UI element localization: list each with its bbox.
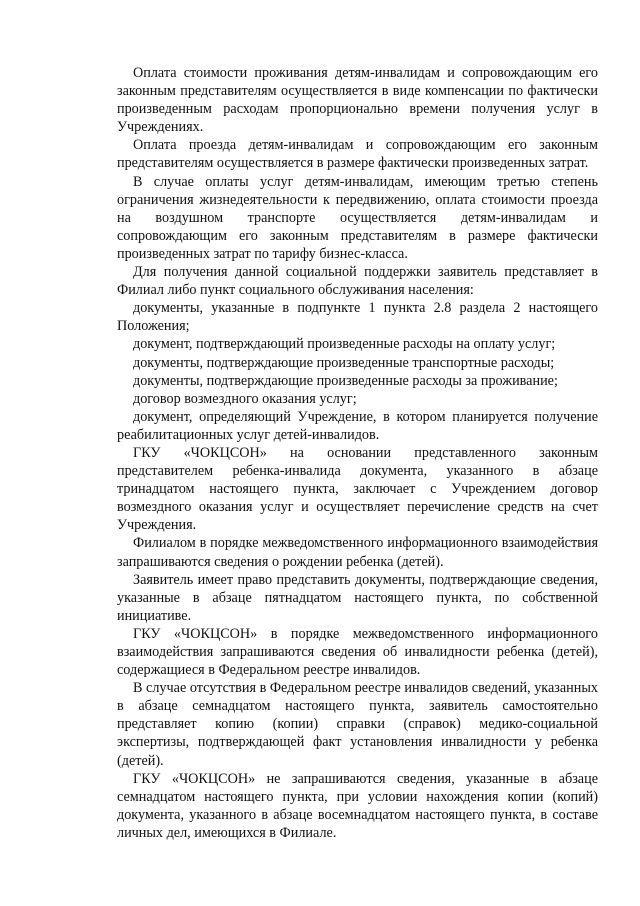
document-page (117, 64, 598, 842)
paragraph: Филиалом в порядке межведомственного информационного взаимодействия запрашиваются сведения о рождении ребенка (детей). (117, 535, 598, 570)
paragraph: В случае оплаты услуг детям-инвалидам, имеющим третью степень ограничения жизнедеятельности к передвижению, оплата стоимости проезда на воздушном транспорте осуществляется детям-инвалидам и сопровождающим его законным представителям в размере фактически произведенных затрат по тарифу бизнес-класса. (117, 173, 598, 262)
list-item: документ, определяющий Учреждение, в котором планируется получение реабилитационных услуг детей-инвалидов. (117, 408, 598, 443)
list-item: документ, подтверждающий произведенные расходы на оплату услуг; (133, 336, 556, 353)
paragraph: ГКУ «ЧОКЦСОН» не запрашиваются сведения, указанные в абзаце семнадцатом настоящего пункта, при условии нахождения копии (копий) документа, указанного в абзаце восемнадцатом настоящего пункта, в составе личных дел, имеющихся в Филиале. (117, 770, 598, 841)
paragraph: Заявитель имеет право представить документы, подтверждающие сведения, указанные в абзаце пятнадцатом настоящего пункта, по собственной инициативе. (117, 571, 598, 624)
paragraph: Оплата стоимости проживания детям-инвалидам и сопровождающим его законным представителям осуществляется в виде компенсации по фактически произведенным расходам пропорционально времени получения услуг в Учреждениях. (117, 65, 598, 136)
paragraph: ГКУ «ЧОКЦСОН» в порядке межведомственного информационного взаимодействия запрашиваются сведения об инвалидности ребенка (детей), содержащиеся в Федеральном реестре инвалидов. (117, 625, 598, 679)
paragraph: ГКУ «ЧОКЦСОН» на основании представленного законным представителем ребенка-инвалида документа, указанного в абзаце тринадцатом настоящего пункта, заключает с Учреждением договор возмездного оказания услуг и осуществляет перечисление средств на счет Учреждения. (117, 444, 598, 534)
paragraph: Оплата проезда детям-инвалидам и сопровождающим его законным представителям осуществляется в размере фактически произведенных затрат. (117, 137, 598, 172)
list-item: документы, подтверждающие произведенные расходы за проживание; (133, 372, 558, 389)
list-item: документы, указанные в подпункте 1 пункта 2.8 раздела 2 настоящего Положения; (117, 300, 598, 335)
paragraph: Для получения данной социальной поддержки заявитель представляет в Филиал либо пункт социального обслуживания населения: (117, 264, 598, 299)
list-item: договор возмездного оказания услуг; (133, 390, 357, 407)
list-item: документы, подтверждающие произведенные транспортные расходы; (133, 354, 555, 371)
paragraph: В случае отсутствия в Федеральном реестре инвалидов сведений, указанных в абзаце семнадцатом настоящего пункта, заявитель самостоятельно представляет копию (копии) справки (справок) медико-социальной экспертизы, подтверждающей факт установления инвалидности у ребенка (детей). (117, 680, 598, 769)
